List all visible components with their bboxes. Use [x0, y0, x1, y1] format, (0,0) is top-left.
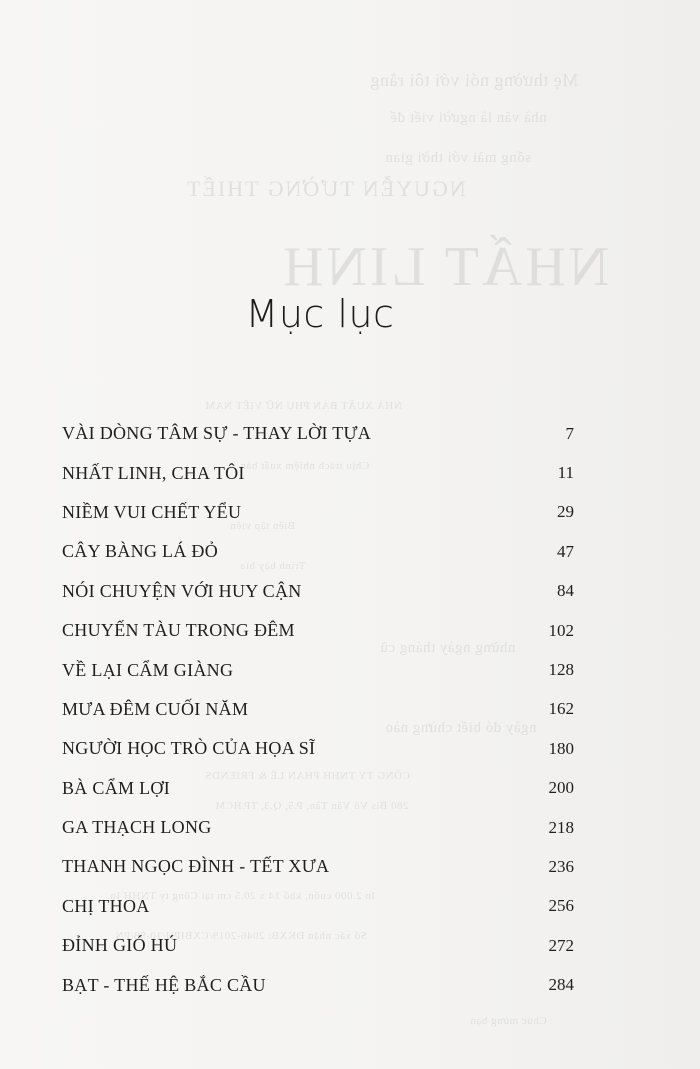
toc-page-number: 256	[548, 896, 574, 916]
bleed-through-line: Mẹ thường nói với tôi rằng	[370, 70, 579, 90]
toc-title: CHỊ THOA	[62, 895, 150, 916]
toc-row[interactable]	[62, 887, 574, 926]
bleed-through-line: NHẤT LINH	[280, 236, 610, 298]
toc-title: GA THẠCH LONG	[62, 817, 212, 838]
toc-row[interactable]	[62, 729, 574, 768]
toc-row[interactable]	[62, 532, 574, 571]
bleed-through-line: những ngày tháng cũ	[380, 640, 516, 656]
bleed-through-line: sống mãi với thời gian	[385, 150, 532, 166]
toc-row[interactable]	[62, 926, 574, 965]
toc-page-number: 218	[548, 817, 574, 837]
toc-row[interactable]	[62, 493, 574, 532]
toc-row[interactable]	[62, 650, 574, 689]
toc-page-number: 200	[548, 778, 574, 798]
bleed-through-line: NGUYỄN TƯỜNG THIẾT	[185, 176, 466, 201]
bleed-through-line: In 2.000 cuốn, khổ 14 x 20.5 cm tại Công ty TNHH In	[110, 890, 376, 902]
toc-row[interactable]	[62, 611, 574, 650]
bleed-through-line: CÔNG TY TNHH PHAN LÊ & FRIENDS	[205, 770, 410, 782]
toc-page-number: 7	[565, 423, 574, 443]
toc-page-number: 180	[548, 738, 574, 758]
toc-title: NIỀM VUI CHẾT YỂU	[62, 501, 242, 522]
toc-page-number: 102	[548, 620, 574, 640]
toc-title: BÀ CẨM LỢI	[62, 777, 171, 798]
toc-title: BẠT - THẾ HỆ BẮC CẦU	[62, 974, 266, 995]
toc-title: VÀI DÒNG TÂM SỰ - THAY LỜI TỰA	[62, 423, 372, 444]
toc-row[interactable]	[62, 414, 574, 453]
bleed-through-line: 280 Bis Võ Văn Tần, P.5, Q.3, TP.HCM	[215, 800, 409, 812]
toc-row[interactable]	[62, 690, 574, 729]
toc-title: NHẤT LINH, CHA TÔI	[62, 462, 245, 483]
bleed-through-line: Biên tập viên	[230, 520, 296, 532]
toc-page-number: 272	[548, 935, 574, 955]
toc-row[interactable]	[62, 453, 574, 492]
toc-row[interactable]	[62, 808, 574, 847]
bleed-through-line: Chịu trách nhiệm xuất bản	[240, 460, 370, 472]
toc-title: THANH NGỌC ĐÌNH - TẾT XƯA	[62, 856, 330, 877]
bleed-through-line: NHÀ XUẤT BẢN PHỤ NỮ VIỆT NAM	[205, 400, 402, 412]
bleed-through-line: ngày đó biết chừng nào	[385, 720, 537, 736]
bleed-through-line: nhà văn là người viết để	[390, 110, 547, 126]
toc-page-number: 47	[557, 541, 574, 561]
toc-row[interactable]	[62, 847, 574, 886]
bleed-through-line: Chúc mừng bạn	[470, 1015, 547, 1027]
toc-page-number: 236	[548, 856, 574, 876]
bleed-through-line: Số xác nhận ĐKXB: 2046-2019/CXBIPH/10-98/PN	[115, 930, 367, 942]
toc-title: ĐỈNH GIÓ HÚ	[62, 935, 178, 956]
page-title: Mục lục	[245, 292, 395, 336]
toc-page-number: 284	[548, 975, 574, 995]
toc-title: MƯA ĐÊM CUỐI NĂM	[62, 698, 249, 719]
toc-page-number: 128	[548, 660, 574, 680]
toc-row[interactable]	[62, 769, 574, 808]
toc-title: NÓI CHUYỆN VỚI HUY CẬN	[62, 580, 302, 601]
toc-page-number: 11	[557, 463, 574, 483]
toc-title: CHUYẾN TÀU TRONG ĐÊM	[62, 620, 295, 641]
table-of-contents	[62, 414, 574, 1005]
toc-title: CÂY BÀNG LÁ ĐỎ	[62, 541, 219, 562]
toc-page-number: 162	[548, 699, 574, 719]
bleed-through-line: Trình bày bìa	[240, 560, 306, 572]
toc-row[interactable]	[62, 965, 574, 1004]
toc-page-number: 29	[557, 502, 574, 522]
toc-row[interactable]	[62, 572, 574, 611]
toc-title: VỀ LẠI CẨM GIÀNG	[62, 659, 234, 680]
toc-page-number: 84	[557, 581, 574, 601]
toc-title: NGƯỜI HỌC TRÒ CỦA HỌA SĨ	[62, 738, 316, 759]
